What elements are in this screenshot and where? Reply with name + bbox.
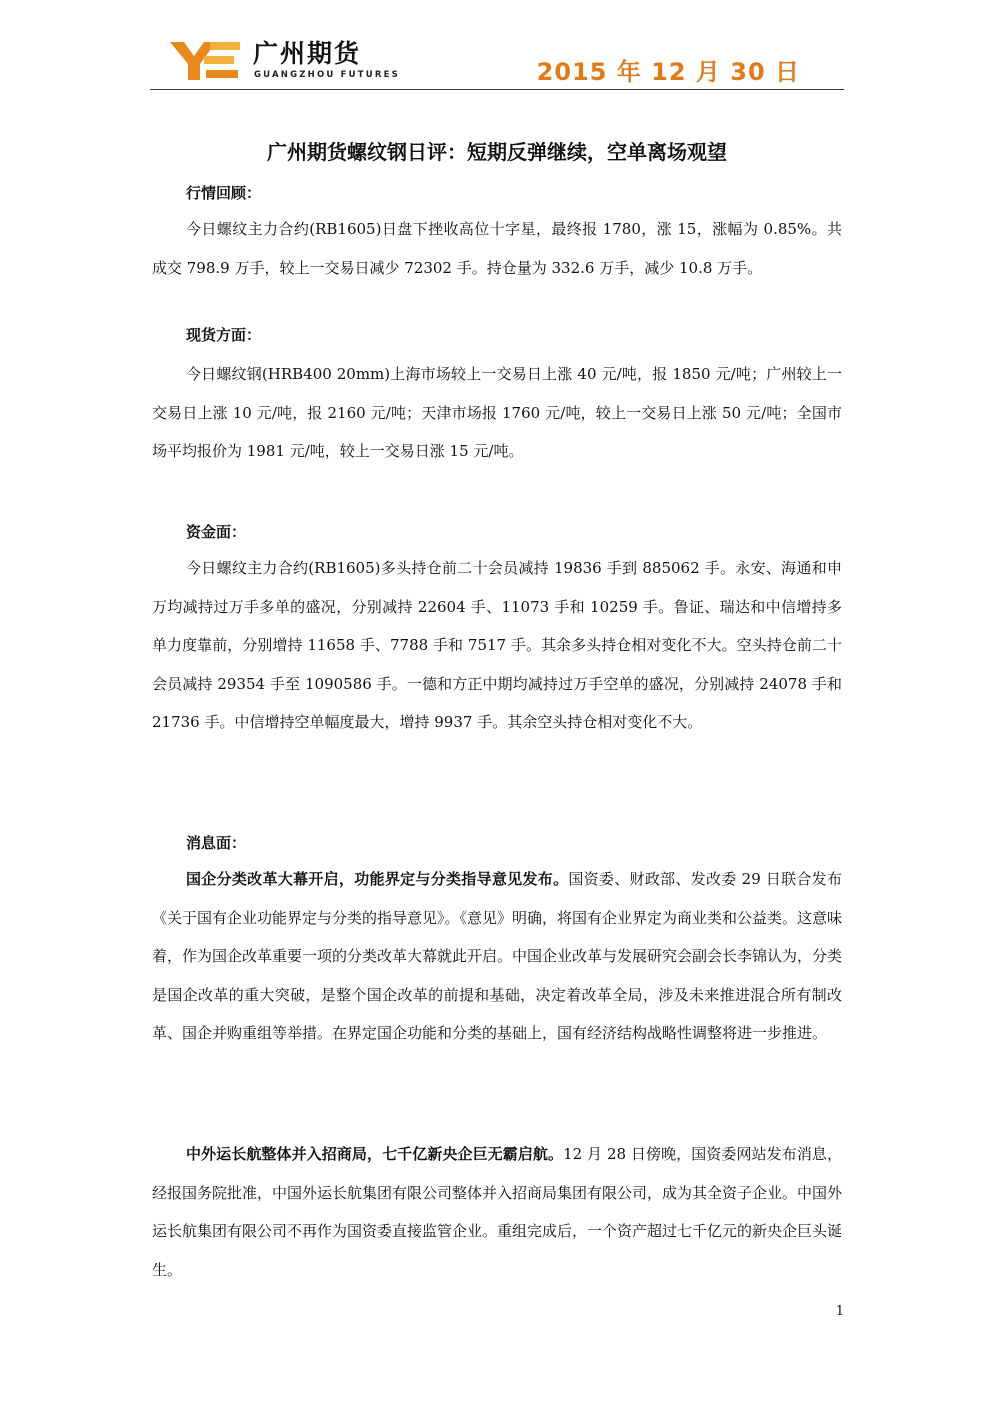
page-number: 1 [835,1304,844,1319]
market-review-paragraph: 今日螺纹主力合约(RB1605)日盘下挫收高位十字星，最终报 1780，涨 15，涨幅为 0.85%。共成交 798.9 万手，较上一交易日减少 72302 手。持仓量为 332.6 万手，减少 10.8 万手。 [152,220,842,277]
guangzhou-futures-logo [170,38,242,82]
brand-name: 广州期货 [253,39,362,68]
news-item-2-headline: 中外运长航整体并入招商局，七千亿新央企巨无霸启航。 [186,1145,564,1163]
news-item-2 [152,1135,842,1289]
news-item-1 [152,860,842,1053]
section-heading-funds: 资金面： [186,523,247,541]
section-heading-spot: 现货方面： [186,326,262,344]
brand-english-name: GUANGZHOU FUTURES [254,70,400,80]
spot-paragraph: 今日螺纹钢(HRB400 20mm)上海市场较上一交易日上涨 40 元/吨，报 1850 元/吨；广州较上一交易日上涨 10 元/吨，报 2160 元/吨；天津市场报 1760 元/吨，较上一交易日上涨 50 元/吨；全国市场平均报价为 1981 元/吨，较上一交易日涨 15 元/吨。 [152,365,842,460]
page-header [150,32,844,90]
report-title: 广州期货螺纹钢日评：短期反弹继续，空单离场观望 [267,140,727,164]
funds-paragraph: 今日螺纹主力合约(RB1605)多头持仓前二十会员减持 19836 手到 885062 手。永安、海通和申万均减持过万手多单的盛况，分别减持 22604 手、11073 手和 10259 手。鲁证、瑞达和中信增持多单力度靠前，分别增持 11658 手、7788 手和 7517 手。其余多头持仓相对变化不大。空头持仓前二十会员减持 29354 手至 1090586 手。一德和方正中期均减持过万手空单的盛况，分别减持 24078 手和 21736 手。中信增持空单幅度最大，增持 9937 手。其余空头持仓相对变化不大。 [152,559,842,731]
news-item-2-body: 12 月 28 日傍晚，国资委网站发布消息，经报国务院批准，中国外运长航集团有限公司整体并入招商局集团有限公司，成为其全资子企业。中国外运长航集团有限公司不再作为国资委直接监管企业。重组完成后，一个资产超过七千亿元的新央企巨头诞生。 [152,1145,843,1279]
section-heading-market-review: 行情回顾： [186,184,262,202]
news-item-1-body: 国资委、财政部、发改委 29 日联合发布《关于国有企业功能界定与分类的指导意见》。《意见》明确，将国有企业界定为商业类和公益类。这意味着，作为国企改革重要一项的分类改革大幕就此开启。中国企业改革与发展研究会副会长李锦认为，分类是国企改革的重大突破，是整个国企改革的前提和基础，决定着改革全局，涉及未来推进混合所有制改革、国企并购重组等举措。在界定国企功能和分类的基础上，国有经济结构战略性调整将进一步推进。 [152,870,843,1042]
header-divider [150,89,844,90]
section-heading-news: 消息面： [186,834,247,852]
report-date: 2015 年 12 月 30 日 [536,58,800,86]
news-item-1-headline: 国企分类改革大幕开启，功能界定与分类指导意见发布。 [186,870,569,888]
